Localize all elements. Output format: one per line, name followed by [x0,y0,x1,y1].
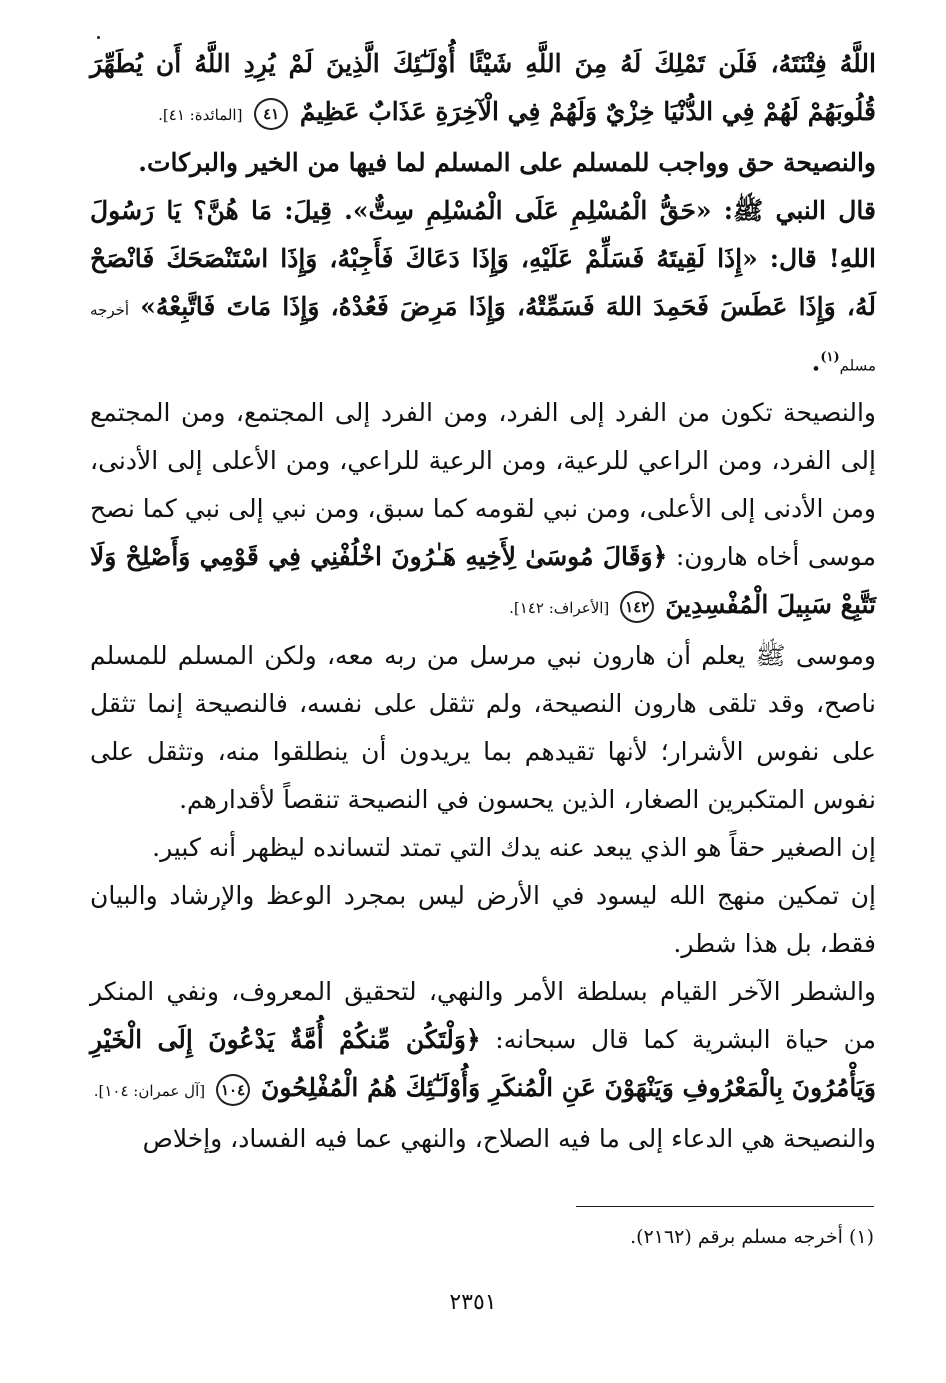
corner-mark [97,36,100,39]
paragraph-text: والشطر الآخر القيام بسلطة الأمر والنهي، لتحقيق المعروف، ونفي المنكر من حياة البشرية كما قال سبحانه: [90,977,876,1055]
bold-statement: والنصيحة حق وواجب للمسلم على المسلم لما فيها من الخير والبركات. [138,148,876,177]
hadith-passage: قال النبي ﷺ: «حَقُّ الْمُسْلِمِ عَلَى الْمُسْلِمِ سِتٌّ». قِيلَ: مَا هُنَّ؟ يَا رَسُولَ اللهِ! قال: «إِذَا لَقِيتَهُ فَسَلِّمْ عَلَيْهِ، وَإِذَا دَعَاكَ فَأَجِبْهُ، وَإِذَا اسْتَنْصَحَكَ فَانْصَحْ لَهُ، وَإِذَا عَطَسَ فَحَمِدَ اللهَ فَسَمِّتْهُ، وَإِذَا مَرِضَ فَعُدْهُ، وَإِذَا مَاتَ فَاتَّبِعْهُ» أخرجه مسلم$^{(١)}$. [90,196,876,377]
hadith-text: قال النبي ﷺ: «حَقُّ الْمُسْلِمِ عَلَى الْمُسْلِمِ سِتٌّ». قِيلَ: مَا هُنَّ؟ يَا رَسُولَ اللهِ! قال: «إِذَا لَقِيتَهُ فَسَلِّمْ عَلَيْهِ، وَإِذَا دَعَاكَ فَأَجِبْهُ، وَإِذَا اسْتَنْصَحَكَ فَانْصَحْ لَهُ، وَإِذَا عَطَسَ فَحَمِدَ اللهَ فَسَمِّتْهُ، وَإِذَا مَرِضَ فَعُدْهُ، وَإِذَا مَاتَ فَاتَّبِعْهُ» [90,196,876,321]
footnote-marker: (١) [820,350,840,365]
paragraph-advice-definition: والنصيحة هي الدعاء إلى ما فيه الصلاح، والنهي عما فيه الفساد، وإخلاص [142,1124,876,1154]
page-body [90,40,876,1340]
footnote: (١) أخرجه مسلم برقم (٢١٦٢). [630,1226,874,1248]
quran-passage-maidah [90,40,876,139]
hadith-reference: أخرجه مسلم [90,301,876,375]
paragraph-establishing-method: إن تمكين منهج الله ليسود في الأرض ليس بمجرد الوعظ والإرشاد والبيان فقط، بل هذا شطر. [90,881,876,959]
page-number: ٢٣٥١ [449,1290,497,1315]
verse-number-marker: ١٠٤ [216,1074,250,1106]
quran-text: ﴿وَلْتَكُن مِّنكُمْ أُمَّةٌ يَدْعُونَ إِلَى الْخَيْرِ وَيَأْمُرُونَ بِالْمَعْرُوفِ وَيَنْهَوْنَ عَنِ الْمُنكَرِ وَأُوْلَـٰٓئِكَ هُمُ الْمُفْلِحُونَ [90,1025,876,1103]
paragraph-small-person: إن الصغير حقاً هو الذي يبعد عنه يدك التي تمتد لتسانده ليظهر أنه كبير. [152,833,876,863]
quran-text: ﴿وَقَالَ مُوسَىٰ لِأَخِيهِ هَـٰرُونَ اخْلُفْنِي فِي قَوْمِي وَأَصْلِحْ وَلَا تَتَّبِعْ سَبِيلَ الْمُفْسِدِينَ [90,542,876,620]
paragraph-musa-harun: وموسى ﷺ يعلم أن هارون نبي مرسل من ربه معه، ولكن المسلم للمسلم ناصح، وقد تلقى هارون النصيحة، ولم تثقل على نفسه، فالنصيحة إنما تثقل على نفوس الأشرار؛ لأنها تقيدهم بما يريدون أن ينطلقوا منه، وتثقل على نفوس المتكبرين الصغار، الذين يحسون في النصيحة تنقصاً لأقدارهم. [90,641,876,815]
verse-reference: [آل عمران: ١٠٤]. [93,1082,206,1101]
verse-number-marker: ١٤٢ [620,591,654,623]
verse-number-marker: ٤١ [254,98,288,130]
verse-reference: [الأعراف: ١٤٢]. [509,599,610,618]
verse-reference: [المائدة: ٤١]. [158,106,243,124]
paragraph-advice-directions [90,389,876,632]
paragraph-other-half [90,968,876,1115]
paragraph-text: والنصيحة تكون من الفرد إلى الفرد، ومن الفرد إلى المجتمع، ومن المجتمع إلى الفرد، ومن الراعي للرعية، ومن الرعية للراعي، ومن الأعلى إلى الأدنى، ومن الأدنى إلى الأعلى، ومن نبي لقومه كما سبق، ومن نبي إلى نبي كما نصح موسى أخاه هارون: [90,398,876,572]
footnote-separator [576,1206,874,1207]
quran-text: اللَّهُ فِتْنَتَهُ، فَلَن تَمْلِكَ لَهُ مِنَ اللَّهِ شَيْئًا أُوْلَـٰٓئِكَ الَّذِينَ لَمْ يُرِدِ اللَّهُ أَن يُطَهِّرَ قُلُوبَهُمْ لَهُمْ فِي الدُّنْيَا خِزْيٌ وَلَهُمْ فِي الْآخِرَةِ عَذَابٌ عَظِيمٌ [90,49,877,126]
